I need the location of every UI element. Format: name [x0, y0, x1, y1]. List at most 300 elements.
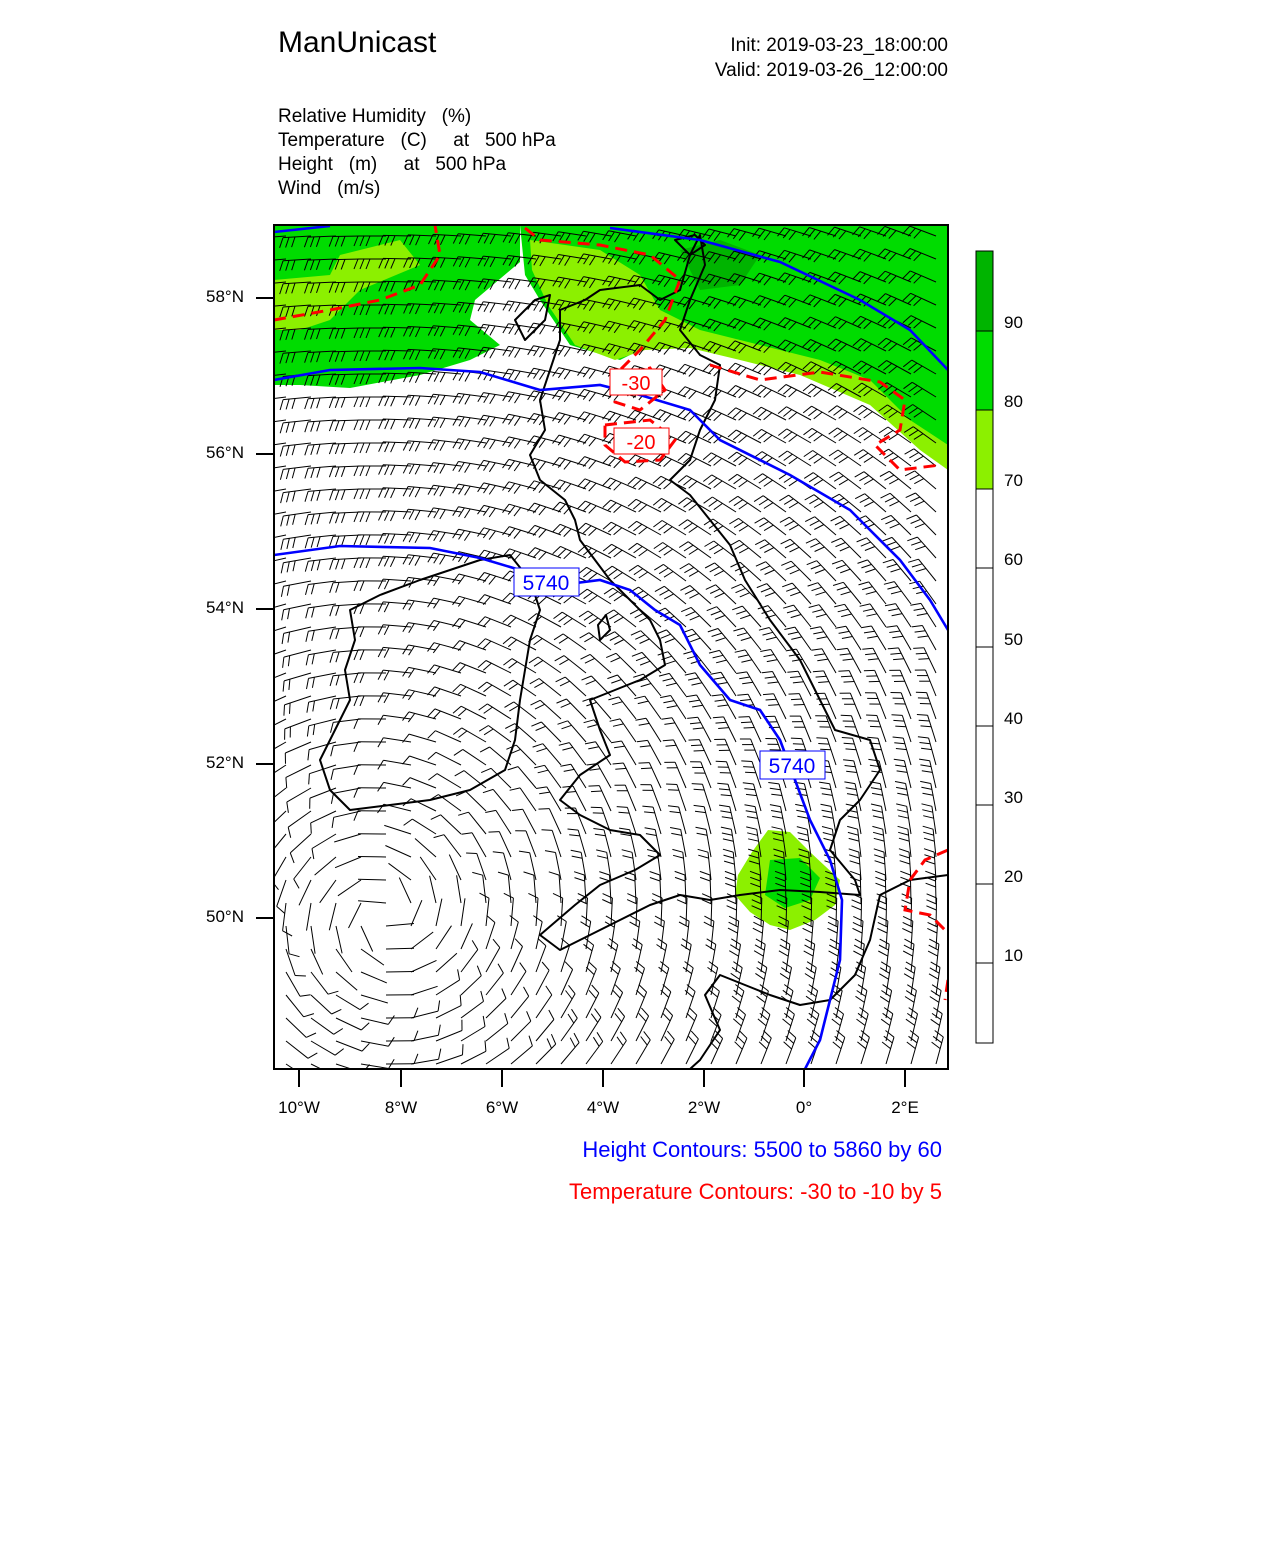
wind-barb: [285, 742, 311, 753]
wind-barb-feather: [255, 285, 258, 295]
wind-barb-feather: [920, 743, 931, 744]
wind-barb-feather: [864, 434, 873, 440]
wind-barb-feather: [503, 637, 511, 644]
wind-barb-feather: [681, 945, 690, 951]
wind-barb: [336, 949, 352, 972]
wind-barb-feather: [854, 945, 863, 950]
wind-barb-feather: [459, 371, 464, 380]
wind-barb-feather: [589, 393, 596, 402]
wind-barb-feather: [833, 1013, 842, 1020]
wind-barb-feather: [551, 1034, 555, 1044]
wind-barb-feather: [931, 1019, 940, 1025]
wind-barb-feather: [664, 369, 671, 377]
wind-barb-feather: [685, 962, 694, 968]
rh-colorbar: [976, 251, 993, 1043]
wind-barb-feather: [688, 678, 699, 680]
wind-barb: [383, 235, 411, 236]
wind-barb-feather: [757, 584, 767, 588]
wind-barb-feather: [611, 680, 621, 684]
wind-barb-feather: [740, 700, 751, 701]
wind-barb-feather: [712, 633, 722, 636]
wind-barb-feather: [638, 701, 649, 704]
wind-barb-feather: [313, 701, 315, 712]
wind-barb-feather: [874, 838, 884, 841]
wind-barb-feather: [661, 718, 672, 720]
wind-barb: [361, 1064, 389, 1069]
wind-barb: [361, 972, 387, 983]
wind-barb-feather: [465, 395, 470, 405]
wind-barb-feather: [687, 1013, 695, 1021]
wind-barb: [864, 472, 886, 489]
wind-barb-feather: [915, 524, 925, 528]
wind-barb: [258, 466, 286, 470]
wind-barb-feather: [798, 833, 808, 836]
wind-barb-feather: [385, 465, 389, 475]
wind-barb: [286, 949, 295, 976]
wind-barb-feather: [530, 679, 539, 684]
wind-barb-feather: [791, 738, 802, 739]
wind-barb-feather: [341, 444, 345, 454]
wind-barb-feather: [341, 421, 345, 431]
wind-barb-feather: [329, 467, 333, 477]
wind-barb-feather: [831, 538, 841, 542]
wind-barb: [927, 693, 936, 719]
wind-barb-feather: [524, 872, 534, 875]
wind-barb-feather: [558, 414, 565, 423]
wind-barb-feather: [269, 562, 271, 573]
wind-barb: [699, 740, 711, 765]
wind-barb-feather: [700, 877, 710, 881]
wind-barb-feather: [478, 639, 486, 647]
wind-barb: [411, 900, 422, 926]
wind-barb: [410, 756, 437, 765]
wind-barb-feather: [789, 435, 798, 442]
wind-barb-feather: [564, 769, 575, 771]
wind-barb-feather: [536, 726, 546, 730]
wind-barb-feather: [483, 663, 491, 670]
wind-barb-feather: [615, 985, 622, 993]
wind-barb-feather: [689, 526, 698, 532]
wind-barb-feather: [503, 459, 509, 468]
wind-barb-feather: [564, 461, 571, 469]
wind-barb: [526, 831, 536, 857]
wind-barb-feather: [510, 788, 520, 790]
wind-barb-feather: [653, 476, 661, 483]
wind-barb-feather: [848, 832, 858, 835]
wind-barb: [902, 715, 911, 742]
wind-barb-feather: [257, 588, 259, 599]
wind-barb-feather: [489, 531, 495, 540]
wind-barb-feather: [403, 778, 410, 786]
wind-barb: [333, 558, 361, 560]
wind-barb-feather: [434, 532, 440, 541]
wind-barb: [915, 471, 936, 489]
wind-barb-feather: [330, 699, 333, 709]
wind-barb-feather: [692, 784, 703, 785]
wind-barb: [661, 992, 671, 1018]
wind-barb-feather: [929, 974, 938, 979]
colorbar-box-10-20: [976, 884, 993, 963]
wind-barb: [333, 259, 361, 260]
wind-barb-feather: [810, 627, 821, 629]
wind-barb-feather: [438, 1001, 440, 1012]
wind-barb-feather: [509, 684, 518, 690]
wind-barb: [672, 718, 686, 742]
wind-barb-feather: [529, 1036, 532, 1046]
wind-barb-feather: [587, 725, 597, 728]
colorbar-box-20-30: [976, 805, 993, 884]
wind-barb-feather: [766, 699, 777, 700]
wind-barb-feather: [729, 518, 738, 524]
wind-barb-feather: [834, 454, 843, 460]
wind-barb: [268, 834, 286, 856]
rh-shading: [274, 225, 948, 930]
wind-barb-feather: [907, 537, 917, 541]
wind-barb-feather: [639, 482, 647, 489]
wind-barb-feather: [341, 490, 345, 500]
wind-barb-feather: [305, 468, 308, 478]
wind-barb-feather: [255, 261, 258, 271]
wind-barb-feather: [554, 634, 563, 640]
wind-barb-feather: [675, 877, 685, 881]
wind-barb: [436, 926, 452, 949]
wind-barb-feather: [900, 871, 910, 875]
temp-contour-label: -30: [621, 373, 651, 395]
wind-barb-feather: [360, 443, 364, 453]
wind-barb-feather: [729, 951, 738, 957]
wind-barb-feather: [409, 510, 414, 520]
lon-label-4w: 4°W: [586, 1098, 620, 1117]
wind-barb-feather: [753, 928, 763, 933]
wind-barb-feather: [597, 1032, 603, 1041]
wind-barb-feather: [292, 445, 295, 455]
wind-barb-feather: [261, 330, 264, 340]
wind-barb-feather: [678, 431, 686, 438]
wind-barb-feather: [872, 793, 883, 795]
wind-barb-feather: [256, 470, 258, 481]
wind-barb-feather: [910, 1031, 919, 1038]
wind-barb-feather: [557, 699, 567, 703]
wind-barb-feather: [613, 763, 624, 764]
wind-barb-feather: [876, 883, 886, 887]
wind-barb-feather: [409, 601, 414, 610]
wind-barb-feather: [759, 477, 768, 483]
wind-barb-feather: [334, 1029, 343, 1035]
wind-barb-feather: [678, 387, 685, 395]
wind-barb-feather: [554, 612, 563, 618]
wind-barb-feather: [608, 697, 618, 700]
wind-barb: [384, 825, 411, 834]
wind-barb: [660, 410, 686, 420]
wind-barb-feather: [857, 1019, 866, 1025]
wind-barb-feather: [508, 528, 515, 536]
wind-barb-feather: [553, 893, 563, 898]
wind-barb-feather: [811, 649, 822, 651]
wind-barb-feather: [809, 498, 818, 503]
wind-barb-feather: [619, 812, 630, 813]
wind-barb-feather: [877, 928, 887, 933]
wind-barb-feather: [835, 520, 845, 525]
wind-barb: [646, 718, 661, 742]
wind-barb-feather: [811, 565, 821, 569]
wind-barb-feather: [667, 1031, 674, 1039]
wind-barb: [635, 410, 661, 420]
wind-barb-feather: [854, 450, 863, 456]
wind-barb: [383, 327, 411, 328]
wind-barb-feather: [725, 871, 735, 875]
wind-barb-feather: [758, 365, 766, 373]
wind-barb: [461, 923, 472, 949]
wind-barb-feather: [335, 398, 339, 408]
wind-barb-feather: [459, 731, 468, 738]
wind-barb-feather: [342, 513, 346, 523]
wind-barb-feather: [533, 550, 541, 558]
wind-barb-feather: [664, 482, 672, 489]
wind-barb: [441, 815, 461, 834]
wind-barb-feather: [633, 480, 641, 487]
wind-barb-feather: [507, 1038, 509, 1049]
wind-barb-feather: [809, 605, 819, 608]
wind-barb-feather: [599, 872, 609, 875]
wind-barb-feather: [280, 400, 283, 410]
wind-barb-feather: [810, 521, 820, 526]
wind-barb-feather: [916, 653, 927, 654]
wind-barb-feather: [813, 671, 824, 672]
wind-barb-feather: [661, 634, 671, 638]
wind-barb-feather: [409, 487, 414, 497]
wind-barb-feather: [640, 746, 651, 747]
colorbar-box-80-90: [976, 331, 993, 410]
wind-barb-feather: [689, 740, 700, 741]
wind-barb-feather: [584, 636, 593, 641]
wind-barb-feather: [830, 939, 839, 944]
wind-barb-feather: [863, 609, 874, 611]
wind-barb-feather: [531, 700, 541, 705]
wind-barb-feather: [564, 596, 572, 603]
wind-barb-feather: [589, 962, 597, 969]
wind-barb-feather: [720, 811, 731, 813]
wind-barb-feather: [561, 703, 571, 707]
wind-barb-feather: [807, 561, 817, 565]
wind-barb: [258, 443, 286, 447]
wind-barb-feather: [735, 1042, 743, 1050]
wind-barb-feather: [484, 439, 490, 448]
wind-barb-feather: [834, 476, 843, 482]
wind-barb-feather: [570, 1038, 575, 1048]
wind-barb-feather: [760, 544, 770, 549]
wind-barb-feather: [784, 499, 793, 505]
wind-barb-feather: [534, 639, 543, 645]
wind-barb-feather: [727, 900, 737, 904]
wind-barb-feather: [841, 614, 851, 617]
wind-barb-feather: [650, 878, 660, 882]
wind-barb: [749, 717, 761, 742]
wind-barb-feather: [785, 521, 794, 526]
wind-barb-feather: [706, 585, 716, 590]
field-rh: Relative Humidity (%): [278, 106, 472, 127]
wind-barb-feather: [766, 637, 776, 640]
wind-barb-feather: [761, 1036, 769, 1043]
wind-barb-feather: [539, 809, 550, 810]
wind-barb-feather: [794, 705, 805, 706]
wind-barb: [308, 489, 336, 491]
wind-barb: [511, 922, 518, 949]
wind-barb-feather: [515, 303, 520, 312]
wind-barb-feather: [805, 945, 814, 950]
wind-barb-feather: [814, 654, 825, 656]
wind-barb-feather: [732, 996, 741, 1003]
wind-barb-feather: [809, 432, 818, 439]
wind-barb-feather: [733, 1019, 741, 1026]
wind-barb-feather: [713, 1008, 721, 1015]
wind-barb-feather: [366, 489, 370, 499]
wind-barb-feather: [764, 368, 772, 376]
wind-barb-feather: [813, 632, 824, 634]
wind-barb: [349, 903, 362, 928]
wind-barb-feather: [737, 1008, 745, 1015]
wind-barb-feather: [490, 395, 496, 404]
wind-barb-feather: [568, 1014, 574, 1023]
wind-barb-feather: [472, 940, 478, 949]
wind-barb: [922, 626, 936, 651]
wind-barb-feather: [714, 458, 722, 465]
wind-barb-feather: [561, 764, 572, 766]
wind-barb: [461, 1051, 486, 1064]
wind-barb-feather: [403, 756, 410, 764]
wind-barb-feather: [574, 872, 584, 875]
wind-barb-feather: [590, 769, 601, 770]
wind-barb: [411, 960, 437, 972]
wind-barb-feather: [256, 517, 258, 528]
wind-barb-feather: [918, 636, 929, 637]
wind-barb-feather: [537, 748, 547, 751]
wind-barb-feather: [268, 856, 273, 865]
wind-barb-feather: [737, 633, 747, 636]
wind-barb: [320, 880, 336, 903]
wind-barb-feather: [735, 650, 746, 652]
wind-barb-feather: [408, 714, 414, 723]
wind-barb: [661, 1016, 673, 1042]
wind-barb-feather: [758, 432, 766, 439]
wind-barb: [900, 670, 911, 696]
wind-barb-feather: [692, 683, 703, 685]
wind-barb-feather: [866, 715, 877, 716]
wind-barb-feather: [484, 729, 493, 735]
wind-barb-feather: [759, 499, 768, 505]
wind-barb-feather: [539, 484, 546, 492]
wind-barb-feather: [366, 420, 370, 430]
wind-barb-feather: [428, 643, 435, 652]
wind-barb-feather: [589, 483, 596, 491]
wind-barb-feather: [330, 676, 333, 686]
wind-barb-feather: [330, 606, 333, 616]
wind-barb-feather: [385, 396, 389, 406]
wind-barb: [636, 477, 661, 489]
wind-barb-feather: [808, 387, 816, 394]
wind-barb-feather: [713, 655, 723, 658]
wind-barb-feather: [440, 510, 445, 519]
wind-barb: [836, 898, 837, 926]
wind-barb-feather: [929, 945, 939, 950]
wind-barb: [284, 627, 311, 633]
wind-barb: [361, 926, 373, 952]
wind-barb-feather: [835, 1008, 844, 1015]
wind-barb-feather: [255, 308, 258, 318]
wind-barb-feather: [737, 1036, 745, 1044]
wind-barb-feather: [305, 491, 308, 501]
wind-barb-feather: [564, 370, 570, 379]
wind-barb: [383, 304, 411, 305]
wind-barb-feather: [764, 525, 773, 531]
wind-barb-feather: [559, 637, 568, 643]
wind-barb-feather: [483, 529, 489, 538]
wind-barb-feather: [872, 826, 882, 829]
wind-barb-feather: [865, 547, 875, 551]
wind-barb-feather: [765, 677, 776, 678]
wind-barb-feather: [609, 939, 618, 945]
wind-barb-feather: [433, 644, 440, 653]
wind-barb-feather: [736, 588, 746, 592]
wind-barb-feather: [733, 410, 741, 417]
wind-barb-feather: [490, 303, 495, 312]
wind-barb-feather: [885, 497, 895, 502]
wind-barb-feather: [788, 1031, 796, 1038]
wind-barb-feather: [309, 1073, 318, 1079]
wind-barb-feather: [709, 545, 718, 551]
wind-barb-feather: [464, 532, 470, 541]
wind-barb-feather: [736, 672, 747, 674]
wind-barb-feather: [810, 543, 820, 548]
wind-barb-feather: [477, 966, 481, 976]
wind-barb-feather: [366, 466, 370, 476]
wind-barb-feather: [764, 548, 774, 553]
colorbar-box-50-60: [976, 568, 993, 647]
wind-barb: [761, 385, 786, 397]
wind-barb: [578, 830, 586, 857]
wind-barb-feather: [336, 536, 340, 546]
wind-barb-feather: [481, 768, 491, 772]
wind-barb-feather: [403, 532, 408, 542]
wind-barb-feather: [694, 805, 705, 806]
wind-barb: [850, 693, 861, 719]
wind-barb: [536, 1044, 556, 1064]
wind-barb-feather: [579, 611, 588, 617]
wind-barb: [358, 901, 386, 903]
wind-barb-feather: [546, 986, 552, 995]
wind-barb-feather: [905, 968, 914, 974]
wind-barb-feather: [503, 615, 511, 622]
wind-barb-feather: [539, 462, 546, 471]
wind-barb-feather: [609, 569, 618, 575]
wind-barb-feather: [842, 738, 853, 739]
wind-barb-feather: [754, 496, 763, 502]
wind-barb-feather: [899, 849, 909, 852]
wind-barb-feather: [681, 607, 691, 611]
wind-barb: [436, 752, 461, 765]
wind-barb-feather: [703, 475, 712, 482]
wind-barb-feather: [857, 1042, 865, 1049]
temp-contour-label: -20: [626, 432, 656, 454]
wind-barb-feather: [540, 325, 546, 334]
wind-barb-feather: [790, 592, 800, 596]
wind-barb: [486, 998, 506, 1018]
wind-barb-feather: [816, 614, 826, 617]
wind-barb-feather: [686, 634, 696, 638]
wind-barb-feather: [306, 1033, 316, 1037]
wind-barb-feather: [354, 558, 358, 568]
wind-barb-feather: [690, 616, 700, 620]
wind-barb-feather: [789, 412, 797, 419]
